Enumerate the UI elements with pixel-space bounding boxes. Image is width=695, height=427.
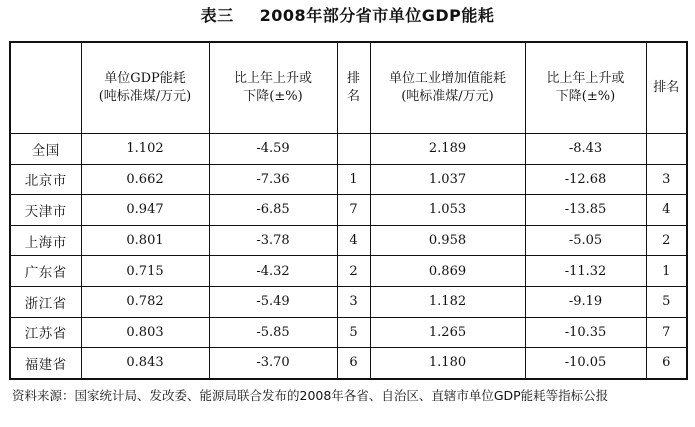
table-row [10, 134, 687, 165]
cell-gdp-change: -5.85 [209, 317, 337, 348]
cell-gdp-rank: 3 [337, 286, 370, 317]
cell-ind-change: -10.35 [525, 317, 646, 348]
cell-gdp-rank: 4 [337, 225, 370, 256]
cell-ind-energy: 1.053 [370, 195, 525, 226]
cell-ind-rank: 5 [646, 286, 687, 317]
table-body [10, 134, 687, 379]
header-gdp-energy-line2: (吨标准煤/万元) [98, 89, 192, 104]
header-row [10, 42, 687, 134]
cell-gdp-rank: 5 [337, 317, 370, 348]
header-gdp-change [209, 42, 337, 134]
cell-ind-energy: 1.037 [370, 164, 525, 195]
cell-region: 广东省 [10, 256, 81, 287]
cell-region: 北京市 [10, 164, 81, 195]
cell-ind-change: -9.19 [525, 286, 646, 317]
cell-gdp-energy: 1.102 [81, 134, 209, 165]
header-ind-change-line2: 下降(±%) [555, 89, 616, 104]
header-region [10, 42, 81, 134]
cell-gdp-rank: 1 [337, 164, 370, 195]
cell-ind-energy: 1.182 [370, 286, 525, 317]
cell-gdp-energy: 0.662 [81, 164, 209, 195]
cell-gdp-energy: 0.803 [81, 317, 209, 348]
table-row [10, 195, 687, 226]
cell-ind-rank: 7 [646, 317, 687, 348]
cell-gdp-change: -4.32 [209, 256, 337, 287]
cell-ind-energy: 2.189 [370, 134, 525, 165]
table-title [0, 3, 695, 26]
header-ind-change [525, 42, 646, 134]
cell-ind-change: -8.43 [525, 134, 646, 165]
cell-region: 全国 [10, 134, 81, 165]
header-ind-energy [370, 42, 525, 134]
table-row [10, 317, 687, 348]
cell-gdp-change: -3.70 [209, 348, 337, 379]
table-row [10, 256, 687, 287]
header-gdp-rank [337, 42, 370, 134]
cell-gdp-rank: 7 [337, 195, 370, 226]
cell-gdp-energy: 0.843 [81, 348, 209, 379]
table-row [10, 225, 687, 256]
cell-gdp-energy: 0.947 [81, 195, 209, 226]
cell-region: 福建省 [10, 348, 81, 379]
header-ind-change-line1: 比上年上升或 [546, 71, 625, 86]
table-number: 表三 [200, 6, 234, 25]
cell-gdp-energy: 0.782 [81, 286, 209, 317]
cell-ind-rank: 3 [646, 164, 687, 195]
cell-ind-change: -5.05 [525, 225, 646, 256]
cell-gdp-energy: 0.715 [81, 256, 209, 287]
cell-ind-change: -12.68 [525, 164, 646, 195]
header-gdp-energy-line1: 单位GDP能耗 [104, 71, 186, 86]
table-row [10, 164, 687, 195]
cell-gdp-change: -3.78 [209, 225, 337, 256]
table-row [10, 348, 687, 379]
cell-ind-change: -10.05 [525, 348, 646, 379]
cell-ind-change: -13.85 [525, 195, 646, 226]
header-gdp-change-line1: 比上年上升或 [233, 71, 312, 86]
header-gdp-energy [81, 42, 209, 134]
cell-ind-rank: 1 [646, 256, 687, 287]
cell-region: 浙江省 [10, 286, 81, 317]
cell-gdp-rank: 2 [337, 256, 370, 287]
cell-ind-energy: 0.958 [370, 225, 525, 256]
cell-ind-rank: 6 [646, 348, 687, 379]
cell-gdp-energy: 0.801 [81, 225, 209, 256]
energy-consumption-table [9, 41, 688, 380]
cell-ind-rank: 2 [646, 225, 687, 256]
cell-gdp-change: -4.59 [209, 134, 337, 165]
header-ind-energy-line2: (吨标准煤/万元) [401, 89, 494, 104]
cell-ind-energy: 0.869 [370, 256, 525, 287]
cell-gdp-change: -6.85 [209, 195, 337, 226]
header-gdp-change-line2: 下降(±%) [243, 89, 303, 104]
header-gdp-rank-line2: 名 [346, 89, 360, 104]
cell-region: 江苏省 [10, 317, 81, 348]
cell-ind-rank: 4 [646, 195, 687, 226]
cell-gdp-rank [337, 134, 370, 165]
cell-gdp-rank: 6 [337, 348, 370, 379]
table-row [10, 286, 687, 317]
cell-ind-rank [646, 134, 687, 165]
cell-ind-change: -11.32 [525, 256, 646, 287]
cell-ind-energy: 1.265 [370, 317, 525, 348]
header-ind-energy-line1: 单位工业增加值能耗 [388, 71, 506, 86]
header-gdp-rank-line1: 排 [346, 71, 360, 86]
table-title-text: 2008年部分省市单位GDP能耗 [259, 6, 495, 25]
cell-gdp-change: -7.36 [209, 164, 337, 195]
cell-ind-energy: 1.180 [370, 348, 525, 379]
source-note: 资料来源：国家统计局、发改委、能源局联合发布的2008年各省、自治区、直辖市单位GDP能耗等指标公报 [12, 388, 609, 403]
cell-region: 上海市 [10, 225, 81, 256]
cell-gdp-change: -5.49 [209, 286, 337, 317]
header-ind-rank: 排名 [646, 42, 687, 134]
cell-region: 天津市 [10, 195, 81, 226]
